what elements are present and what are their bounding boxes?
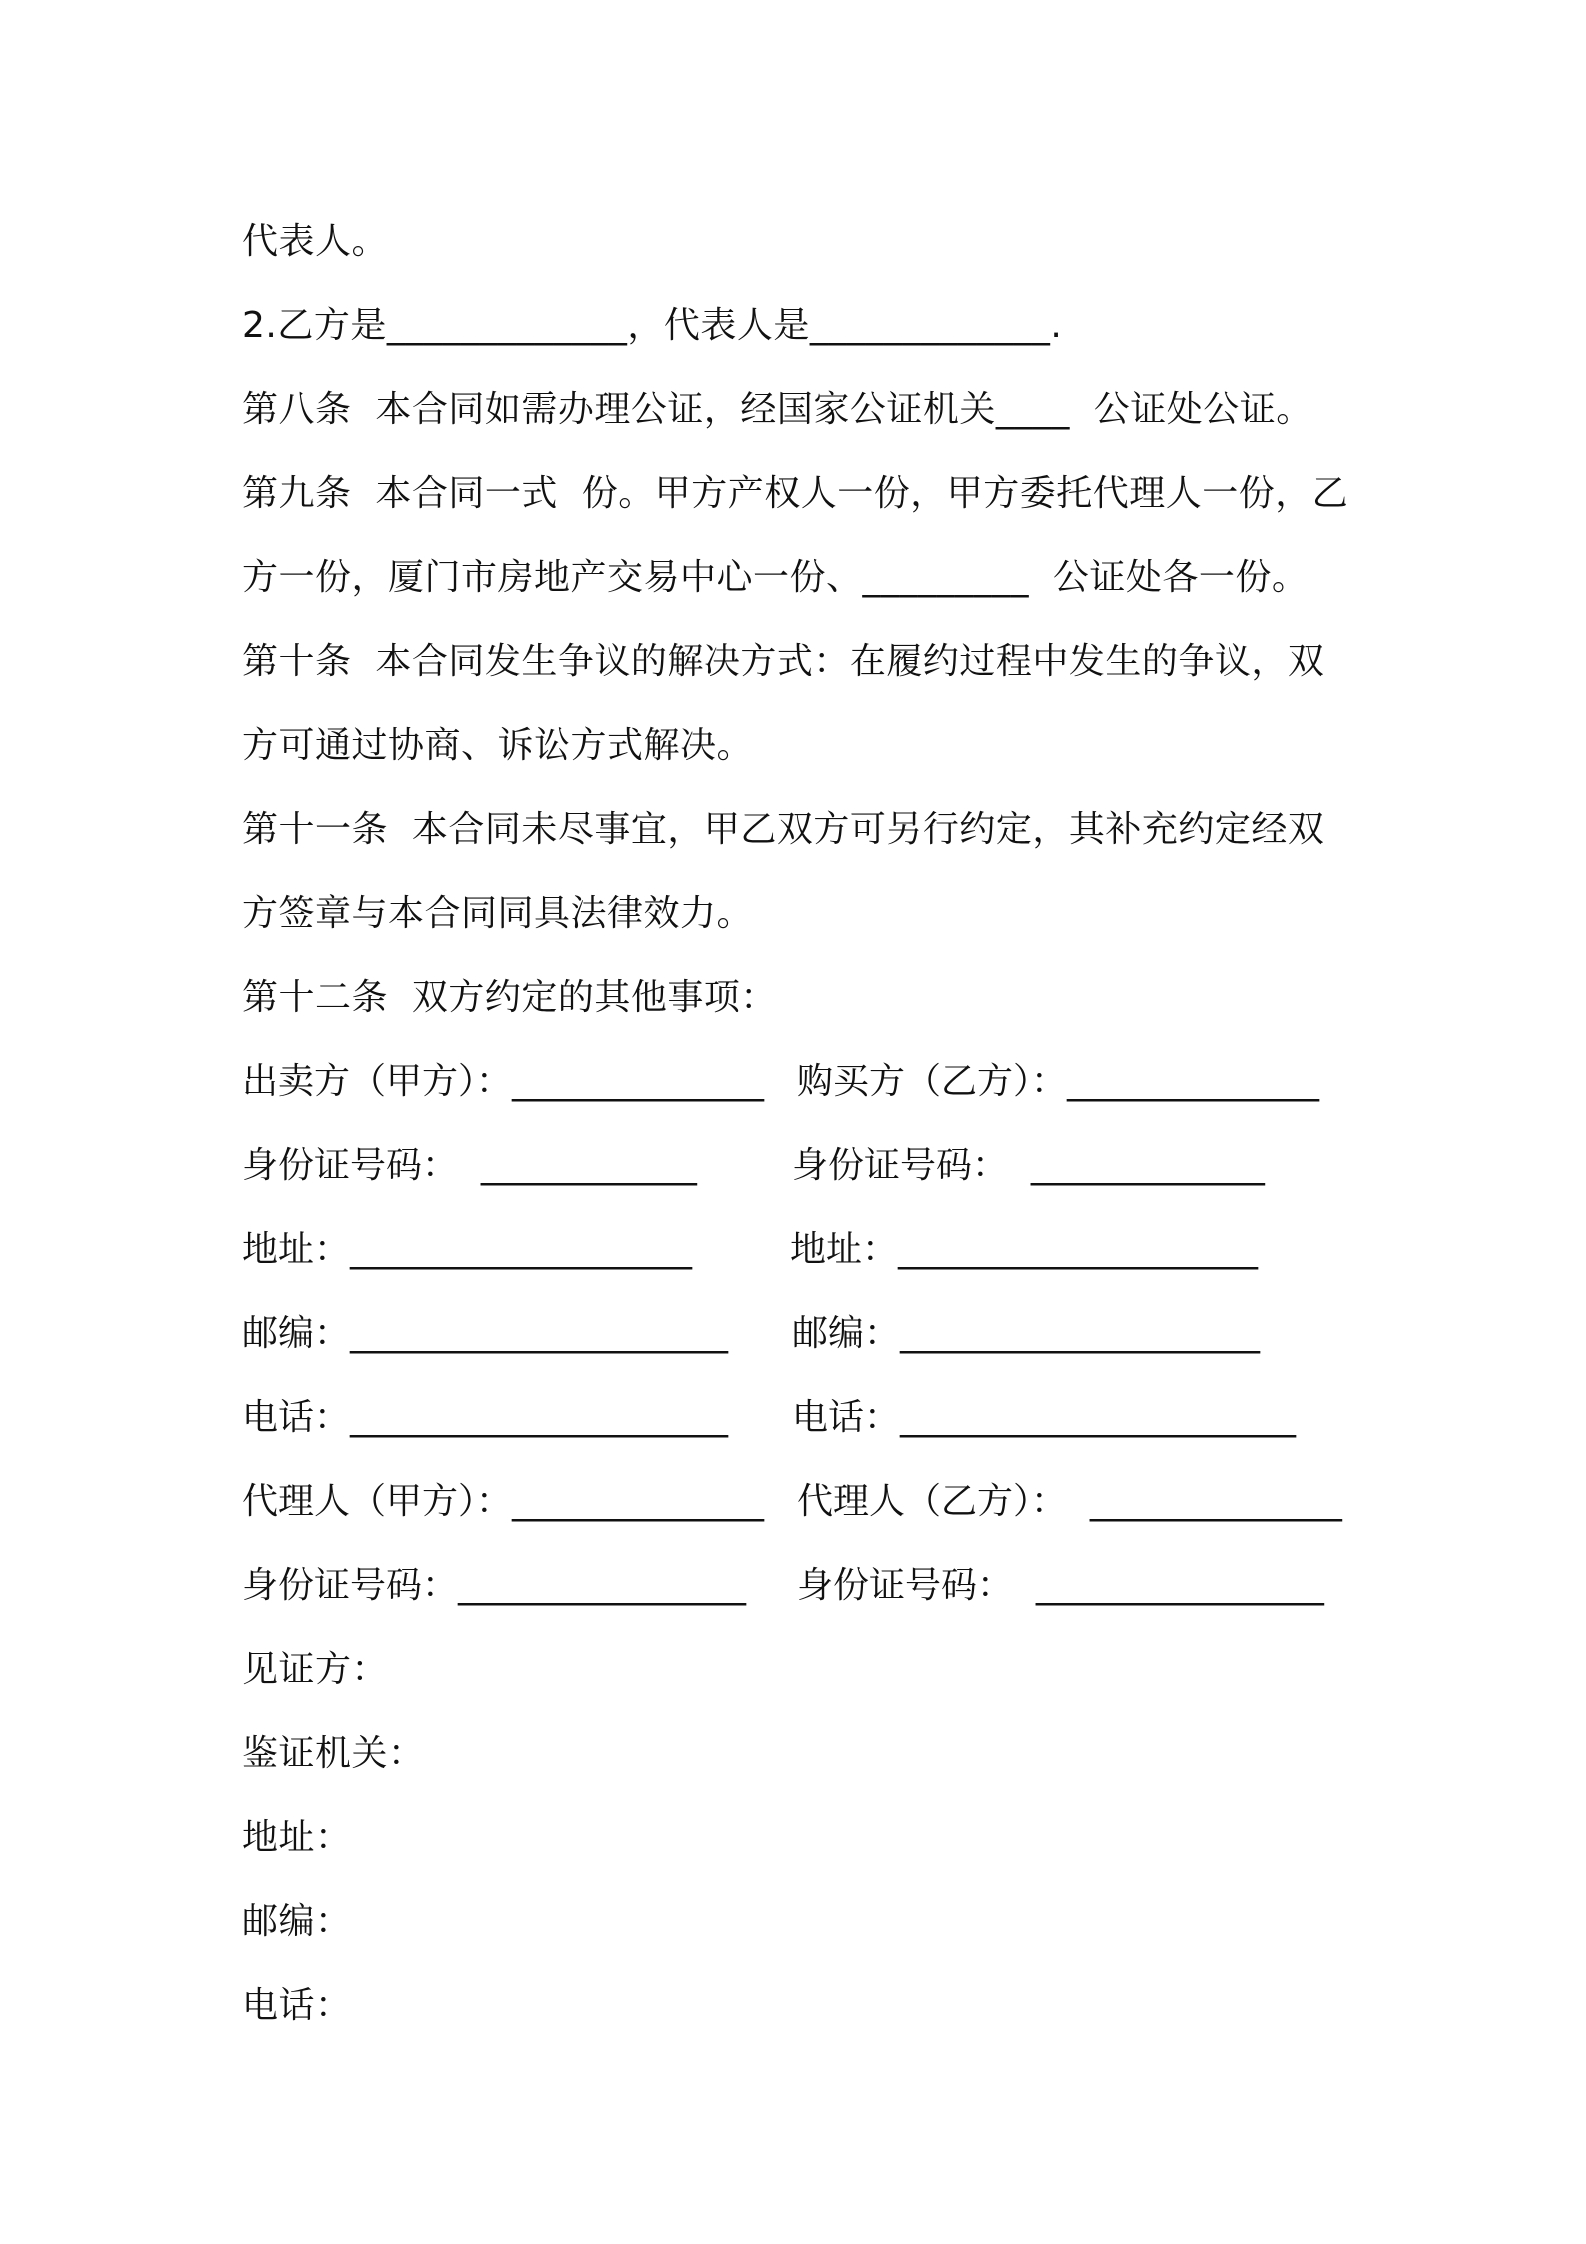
seller-phone-field: 电话：_____________________	[242, 1397, 729, 1438]
article-8: 第八条 本合同如需办理公证，经国家公证机关____ 公证处公证。	[242, 389, 1313, 430]
seller-postcode-field: 邮编：_____________________	[242, 1313, 729, 1354]
seller-agent-id-field: 身份证号码：________________	[242, 1565, 747, 1606]
agent-row	[242, 1460, 1352, 1544]
buyer-address-field: 地址：____________________	[790, 1229, 1259, 1270]
buyer-agent-id-field: 身份证号码： ________________	[797, 1565, 1324, 1606]
buyer-postcode-field: 邮编：____________________	[792, 1313, 1261, 1354]
seller-address-field: 地址：___________________	[242, 1229, 693, 1270]
text-line: 代表人。	[242, 221, 389, 262]
article-11-line-2: 方签章与本合同同具法律效力。	[242, 893, 754, 934]
article-9-line-2: 方一份，厦门市房地产交易中心一份、_________ 公证处各一份。	[242, 557, 1309, 598]
buyer-phone-field: 电话：______________________	[792, 1397, 1297, 1438]
article-10-line-1: 第十条 本合同发生争议的解决方式：在履约过程中发生的争议，双	[242, 641, 1325, 682]
seller-buyer-row	[242, 1040, 1352, 1124]
text-line: 2.乙方是_____________，代表人是_____________.	[242, 305, 1063, 346]
authentication-agency-label: 鉴证机关：	[242, 1733, 425, 1774]
buyer-agent-field: 代理人（乙方）： ______________	[797, 1481, 1342, 1522]
seller-agent-field: 代理人（甲方）：______________	[242, 1481, 765, 1522]
contract-body	[242, 200, 1352, 2048]
witness-label: 见证方：	[242, 1649, 389, 1690]
buyer-field: 购买方（乙方）：______________	[797, 1061, 1320, 1102]
postcode-row	[242, 1292, 1352, 1376]
agent-id-row	[242, 1544, 1352, 1628]
id-number-row	[242, 1124, 1352, 1208]
agency-address-label: 地址：	[242, 1817, 352, 1858]
seller-id-field: 身份证号码： ____________	[242, 1145, 697, 1186]
phone-row	[242, 1376, 1352, 1460]
agency-postcode-label: 邮编：	[242, 1901, 352, 1942]
agency-phone-label: 电话：	[242, 1985, 352, 2026]
article-9-line-1: 第九条 本合同一式 份。甲方产权人一份，甲方委托代理人一份，乙	[242, 473, 1349, 514]
address-row	[242, 1208, 1352, 1292]
article-11-line-1: 第十一条 本合同未尽事宜，甲乙双方可另行约定，其补充约定经双	[242, 809, 1325, 850]
seller-field: 出卖方（甲方）：______________	[242, 1061, 765, 1102]
buyer-id-field: 身份证号码： _____________	[792, 1145, 1265, 1186]
article-12: 第十二条 双方约定的其他事项：	[242, 977, 777, 1018]
article-10-line-2: 方可通过协商、诉讼方式解决。	[242, 725, 754, 766]
